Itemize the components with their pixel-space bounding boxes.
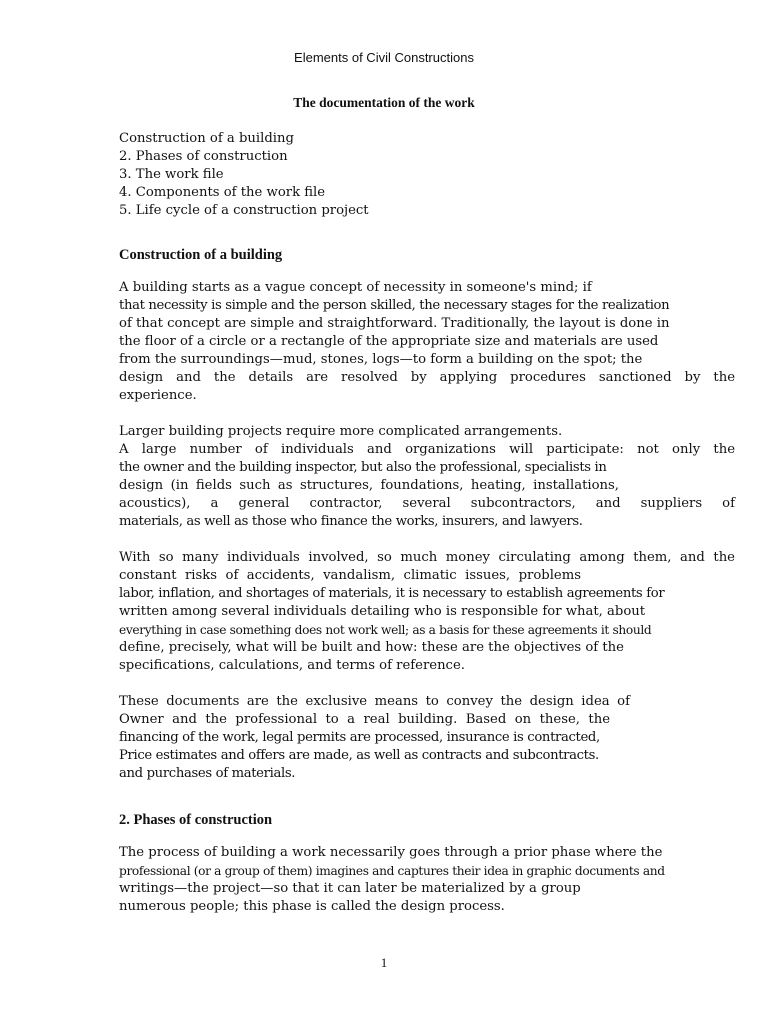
text-line: materials, as well as those who finance the works, insurers, and lawyers.	[119, 514, 583, 529]
text-line: labor, inflation, and shortages of materials, it is necessary to establish agreements for	[119, 586, 665, 601]
text-line: Price estimates and offers are made, as well as contracts and subcontracts.	[119, 748, 599, 763]
document-body	[119, 130, 735, 934]
text-line: These documents are the exclusive means to convey the design idea of	[119, 694, 630, 709]
text-line: numerous people; this phase is called the design process.	[119, 899, 505, 914]
text-line: With so many individuals involved, so much money circulating among them, and the	[119, 550, 735, 565]
text-line: define, precisely, what will be built and how: these are the objectives of the	[119, 640, 624, 655]
text-line: professional (or a group of them) imagines and captures their idea in graphic documents and	[119, 864, 665, 878]
toc-item: 4. Components of the work file	[119, 185, 326, 200]
text-line: constant risks of accidents, vandalism, climatic issues, problems	[119, 568, 581, 583]
text-line: design and the details are resolved by applying procedures sanctioned by the	[119, 370, 735, 385]
text-line: from the surroundings—mud, stones, logs—to form a building on the spot; the	[119, 352, 643, 367]
toc-item: 5. Life cycle of a construction project	[119, 203, 369, 218]
text-line: design (in fields such as structures, foundations, heating, installations,	[119, 478, 619, 493]
text-line: acoustics), a general contractor, several subcontractors, and suppliers of	[119, 496, 735, 511]
text-line: specifications, calculations, and terms of reference.	[119, 658, 465, 673]
text-line: written among several individuals detailing who is responsible for what, about	[119, 604, 646, 619]
text-line: A large number of individuals and organizations will participate: not only the	[119, 442, 735, 457]
running-header: Elements of Civil Constructions	[294, 50, 474, 65]
paragraph	[119, 423, 735, 531]
text-line: everything in case something does not work well; as a basis for these agreements it should	[119, 623, 652, 637]
paragraph	[119, 549, 735, 675]
section-heading-phases: 2. Phases of construction	[119, 812, 273, 828]
text-line: that necessity is simple and the person skilled, the necessary stages for the realization	[119, 298, 670, 313]
paragraph	[119, 279, 735, 405]
text-line: experience.	[119, 388, 197, 403]
table-of-contents	[119, 130, 735, 220]
text-line: A building starts as a vague concept of necessity in someone's mind; if	[119, 280, 592, 295]
text-line: financing of the work, legal permits are processed, insurance is contracted,	[119, 730, 600, 745]
paragraph	[119, 844, 735, 916]
text-line: and purchases of materials.	[119, 766, 296, 781]
section-heading-construction: Construction of a building	[119, 247, 283, 263]
text-line: the floor of a circle or a rectangle of the appropriate size and materials are used	[119, 334, 659, 349]
toc-item: 3. The work file	[119, 167, 224, 182]
text-line: the owner and the building inspector, but also the professional, specialists in	[119, 460, 607, 475]
page-number: 1	[380, 955, 388, 970]
text-line: writings—the project—so that it can later be materialized by a group	[119, 881, 581, 896]
document-title: The documentation of the work	[293, 95, 475, 110]
text-line: The process of building a work necessarily goes through a prior phase where the	[119, 845, 663, 860]
text-line: Larger building projects require more complicated arrangements.	[119, 424, 563, 439]
toc-item: Construction of a building	[119, 131, 294, 146]
toc-item: 2. Phases of construction	[119, 149, 288, 164]
paragraph	[119, 693, 735, 783]
text-line: Owner and the professional to a real building. Based on these, the	[119, 712, 610, 727]
text-line: of that concept are simple and straightforward. Traditionally, the layout is done in	[119, 316, 670, 331]
